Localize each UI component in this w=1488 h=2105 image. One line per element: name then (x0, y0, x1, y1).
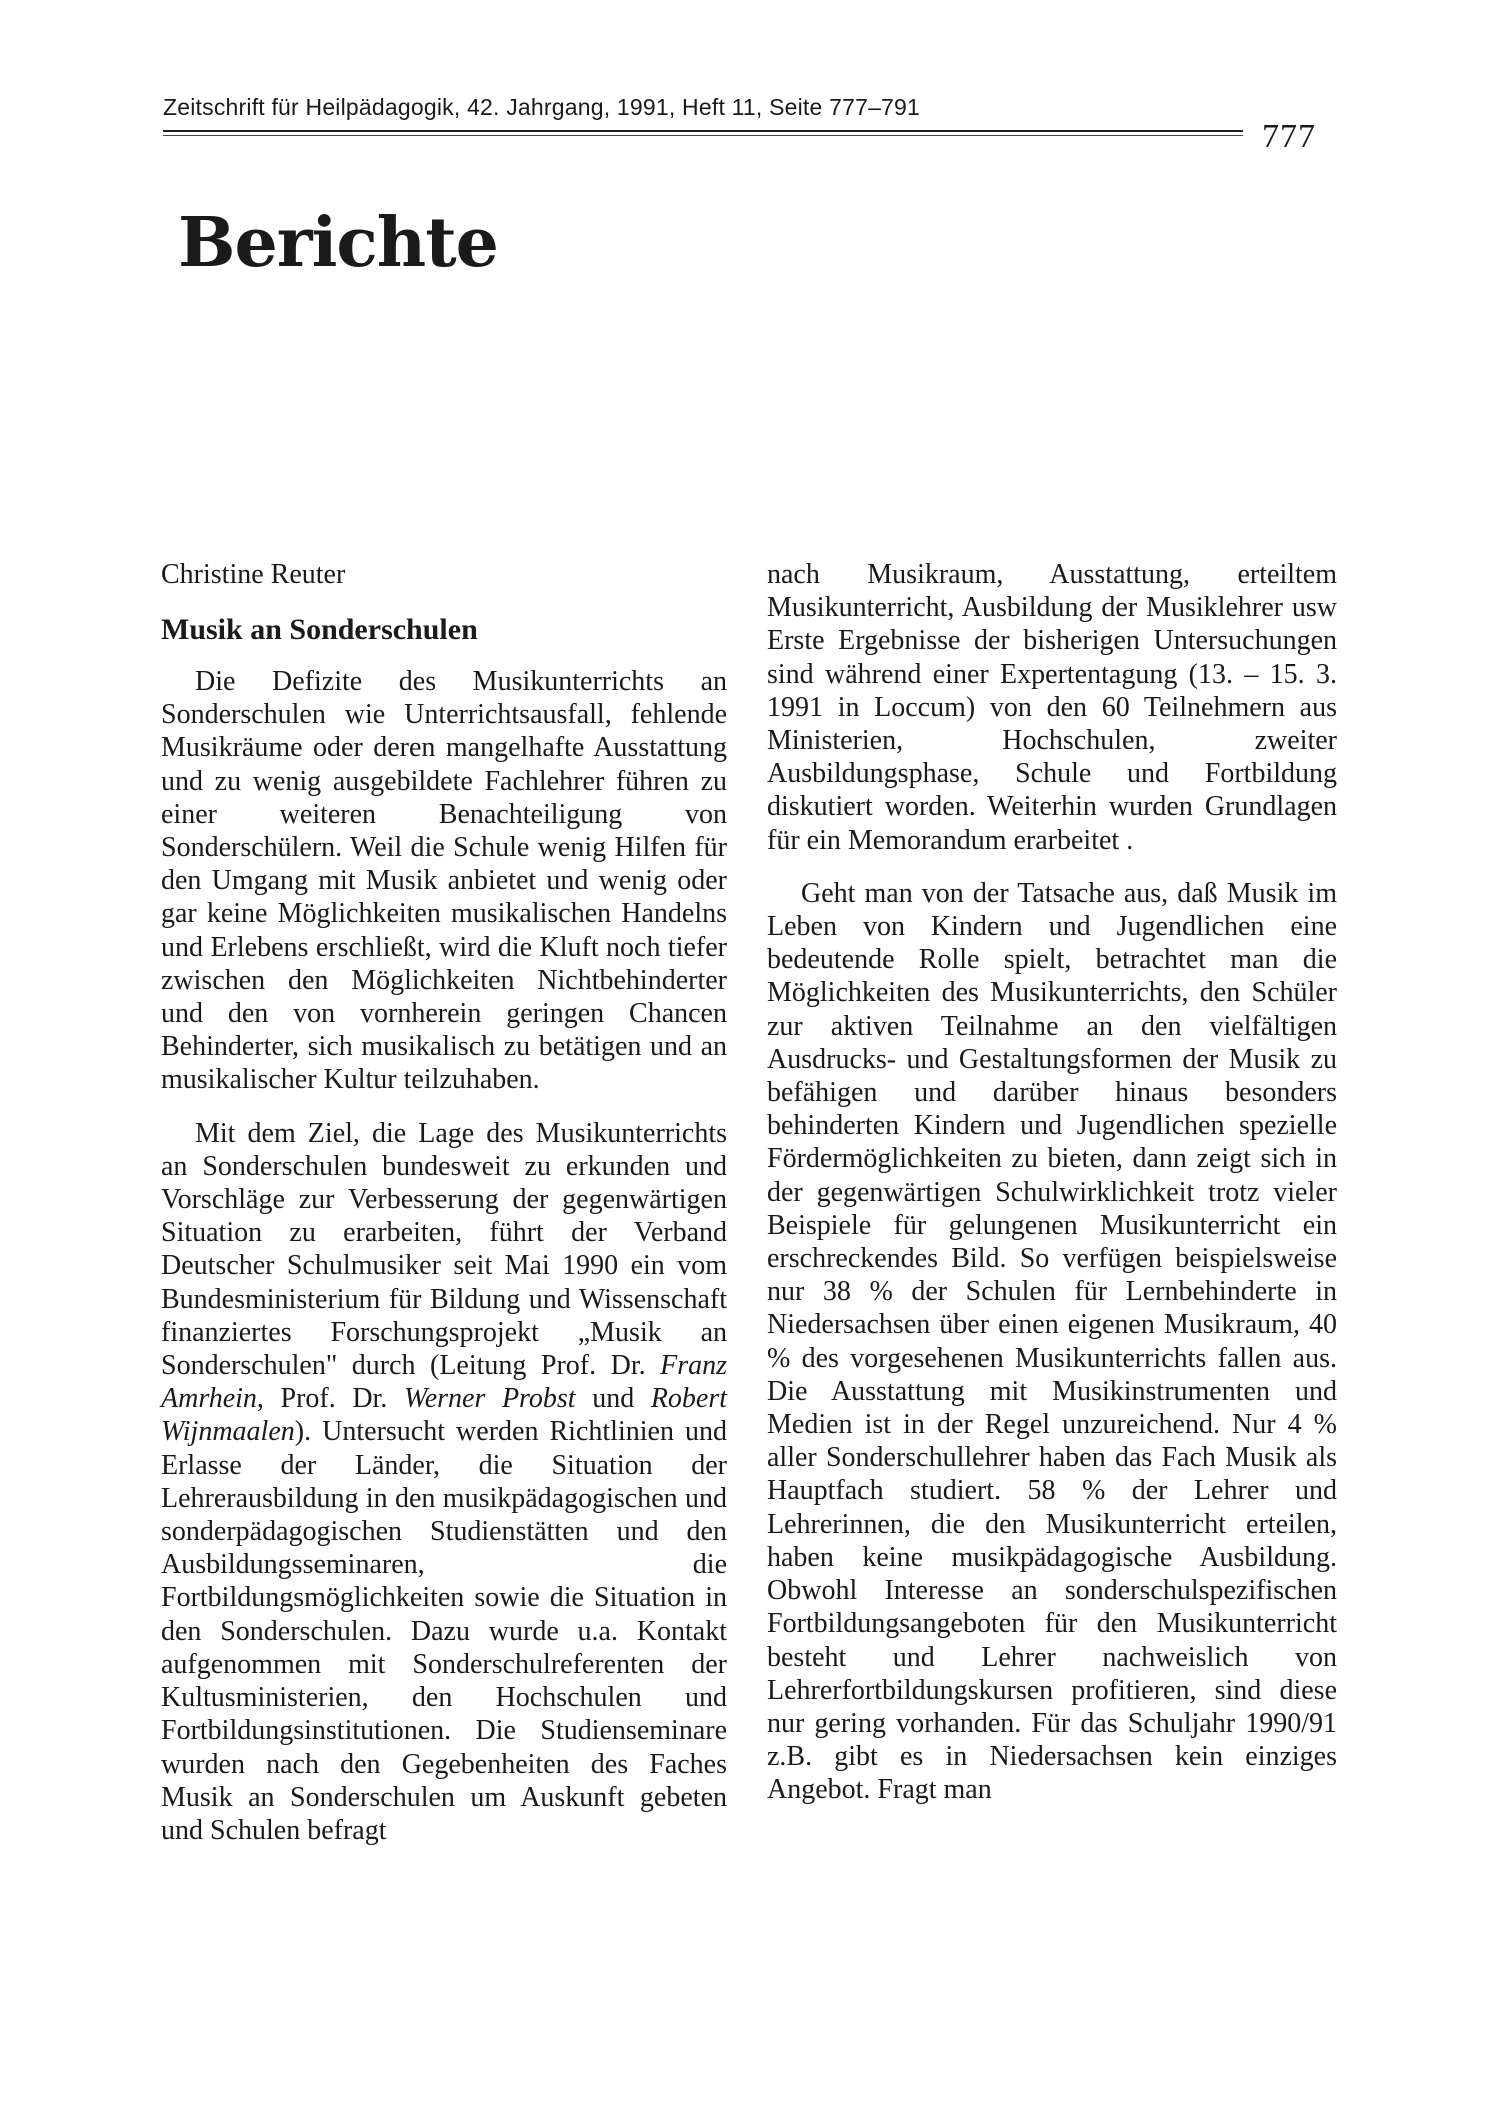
page-number: 777 (1262, 118, 1316, 155)
paragraph (161, 1117, 727, 1847)
right-column (767, 558, 1337, 1807)
person-name: Werner Probst (403, 1383, 576, 1415)
paragraph-text: ). Untersucht werden Richtlinien und Erlasse der Länder, die Situation der Lehrerausbildung in den musikpädagogischen und sonderpädagogischen Studienstätten und den Ausbildungsseminaren, die Fortbildungsmöglichkeiten sowie die Situation in den Sonderschulen. Dazu wurde u.a. Kontakt aufgenommen mit Sonderschulreferenten der Kultusministerien, den Hochschulen und Fortbildungsinstitutionen. Die Studienseminare wurden nach den Gegebenheiten des Faches Musik an Sonderschulen um Auskunft gebeten und Schulen befragt (161, 1416, 727, 1846)
journal-header: Zeitschrift für Heilpädagogik, 42. Jahrgang, 1991, Heft 11, Seite 777–791 (163, 94, 921, 120)
author-name: Christine Reuter (161, 559, 346, 590)
person-name: Franz Amrhein (161, 1350, 727, 1415)
paragraph-text: und (592, 1383, 635, 1415)
person-name: Robert Wijnmaalen (161, 1383, 728, 1448)
paragraph-text: Mit dem Ziel, die Lage des Musikunterrichts an Sonderschulen bundesweit zu erkunden und Vorschläge zur Verbesserung der gegenwärtigen Situation zu erarbeiten, führt der Verband Deutscher Schulmusiker seit Mai 1990 ein vom Bundesministerium für Bildung und Wissenschaft finanziertes Forschungsprojekt „Musik an Sonderschulen" durch (Leitung Prof. Dr. (161, 1117, 727, 1382)
paragraph-text: , Prof. Dr. (256, 1383, 388, 1415)
left-column (161, 558, 727, 1847)
article-title: Musik an Sonderschulen (161, 613, 478, 646)
section-title: Berichte (178, 203, 498, 283)
paragraph: Die Defizite des Musikunterrichts an Sonderschulen wie Unterrichtsausfall, fehlende Musikräume oder deren mangelhafte Ausstattung und zu wenig ausgebildete Fachlehrer führen zu einer weiteren Benachteiligung von Sonderschülern. Weil die Schule wenig Hilfen für den Umgang mit Musik anbietet und wenig oder gar keine Möglichkeiten musikalischen Handelns und Erlebens erschließt, wird die Kluft noch tiefer zwischen den Möglichkeiten Nichtbehinderter und den von vornherein geringen Chancen Behinderter, sich musikalisch zu betätigen und an musikalischer Kultur teilzuhaben. (161, 666, 727, 1096)
paragraph: Geht man von der Tatsache aus, daß Musik im Leben von Kindern und Jugendlichen eine bedeutende Rolle spielt, betrachtet man die Möglichkeiten des Musikunterrichts, den Schüler zur aktiven Teilnahme an den vielfältigen Ausdrucks- und Gestaltungsformen der Musik zu befähigen und darüber hinaus besonders behinderten Kindern und Jugendlichen spezielle Fördermöglichkeiten zu bieten, dann zeigt sich in der gegenwärtigen Schulwirklichkeit trotz vieler Beispiele für gelungenen Musikunterricht ein erschreckendes Bild. So verfügen beispielsweise nur 38 % der Schulen für Lernbehinderte in Niedersachsen über einen eigenen Musikraum, 40 % des vorgesehenen Musikunterrichts fallen aus. Die Ausstattung mit Musikinstrumenten und Medien ist in der Regel unzureichend. Nur 4 % aller Sonderschullehrer haben das Fach Musik als Hauptfach studiert. 58 % der Lehrer und Lehrerinnen, die den Musikunterricht erteilen, haben keine musikpädagogische Ausbildung. Obwohl Interesse an sonderschulspezifischen Fortbildungsangeboten für den Musikunterricht besteht und Lehrer nachweislich von Lehrerfortbildungskursen profitieren, sind diese nur gering vorhanden. Für das Schuljahr 1990/91 z.B. gibt es in Niedersachsen kein einziges Angebot. Fragt man (767, 877, 1337, 1806)
paragraph: nach Musikraum, Ausstattung, erteiltem Musikunterricht, Ausbildung der Musiklehrer usw Erste Ergebnisse der bisherigen Untersuchungen sind während einer Expertentagung (13. – 15. 3. 1991 in Loccum) von den 60 Teilnehmern aus Ministerien, Hochschulen, zweiter Ausbildungsphase, Schule und Fortbildung diskutiert worden. Weiterhin wurden Grundlagen für ein Memorandum erarbeitet . (767, 559, 1337, 856)
header-rule (163, 130, 1243, 138)
